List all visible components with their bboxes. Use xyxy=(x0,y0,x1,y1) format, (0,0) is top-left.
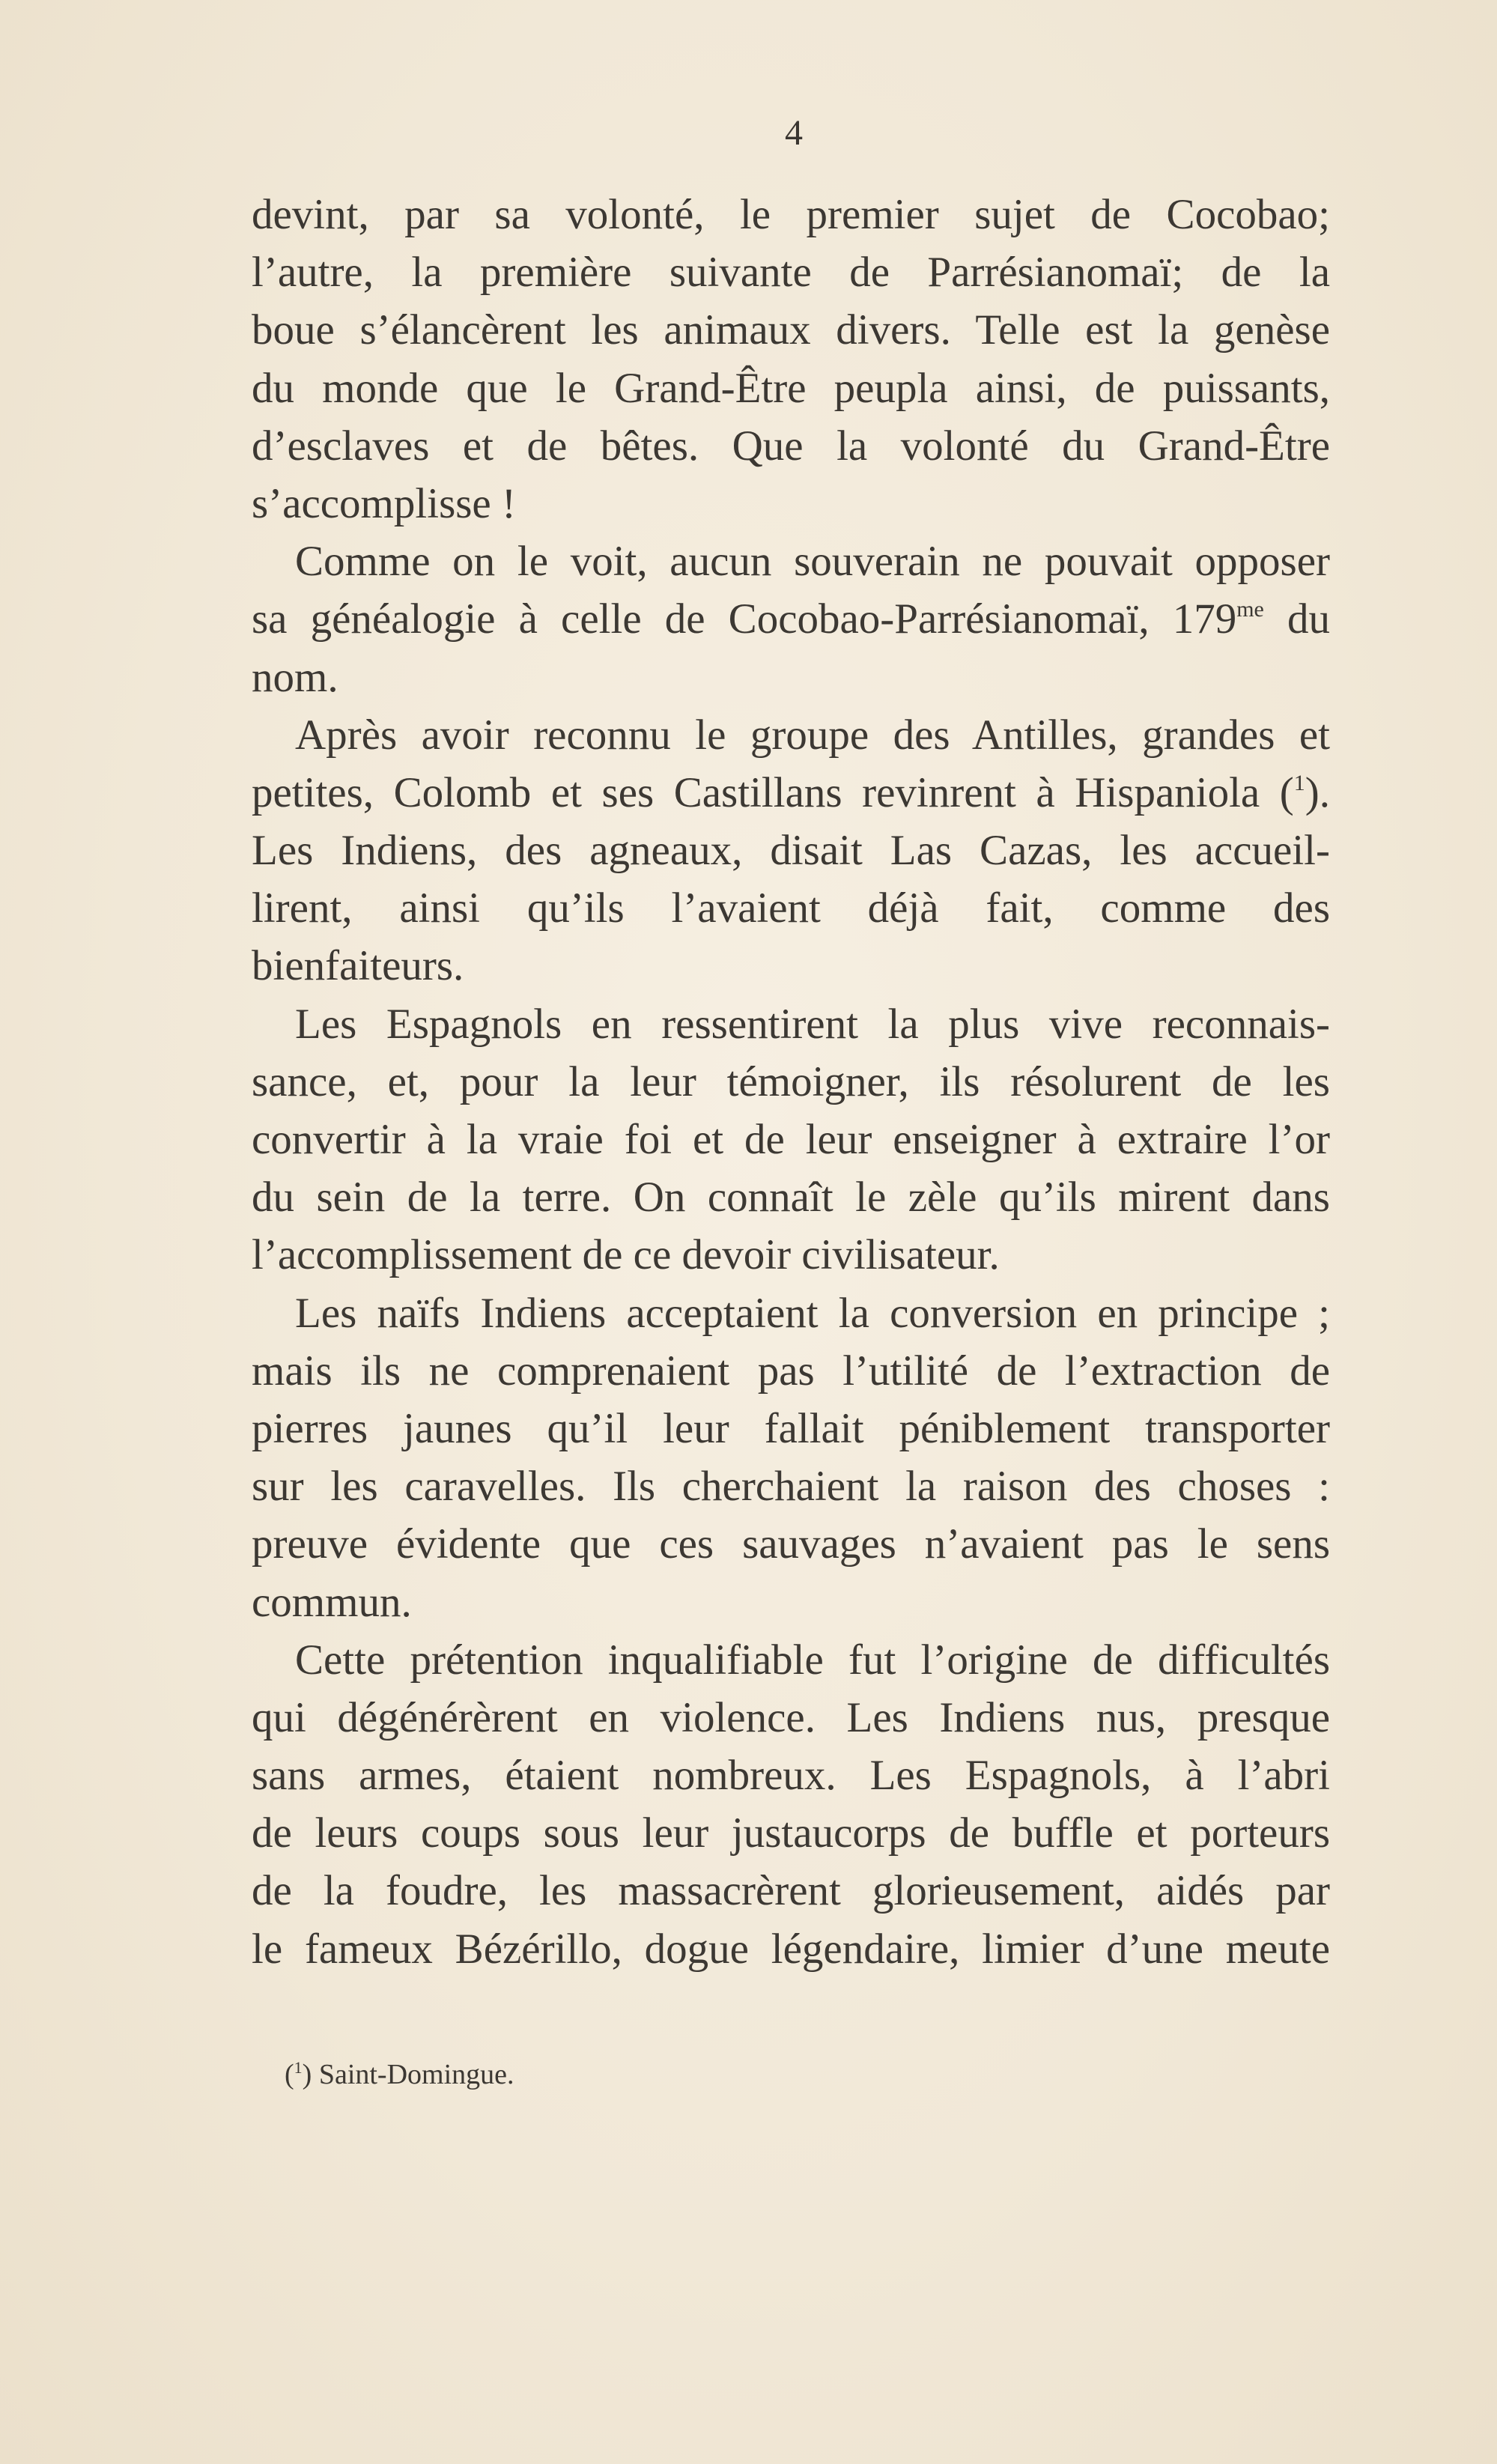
text-line: preuve évidente que ces sauvages n’avaient pas le sens xyxy=(252,1520,1330,1568)
footnote: ($^1$) Saint-Domingue. xyxy=(285,2058,514,2090)
page-number: 4 xyxy=(785,113,803,153)
text-line: Les Espagnols en ressentirent la plus vive reconnais- xyxy=(295,1000,1330,1048)
text-line xyxy=(252,764,1330,822)
ordinal-suffix: me xyxy=(1236,597,1264,622)
text-line: boue s’élancèrent les animaux divers. Telle est la genèse xyxy=(252,306,1330,354)
text-line: de leurs coups sous leur justaucorps de buffle et porteurs xyxy=(252,1809,1330,1857)
genealogy-text: sa généalogie à celle de Cocobao-Parrésianomaï, 179 xyxy=(252,595,1237,643)
text-line: qui dégénérèrent en violence. Les Indiens nus, presque xyxy=(252,1693,1330,1741)
text-line: convertir à la vraie foi et de leur enseigner à extraire l’or xyxy=(252,1116,1330,1163)
text-line: sans armes, étaient nombreux. Les Espagnols, à l’abri xyxy=(252,1752,1330,1800)
text-line: bienfaiteurs. xyxy=(252,942,464,990)
text-line: Cette prétention inqualifiable fut l’origine de difficultés xyxy=(295,1636,1330,1684)
text-line: l’accomplissement de ce devoir civilisateur. xyxy=(252,1231,1000,1279)
text-line: sance, et, pour la leur témoigner, ils résolurent de les xyxy=(252,1057,1330,1105)
note-reference: ($^1$). xyxy=(1279,768,1330,816)
text-line: devint, par sa volonté, le premier sujet de Cocobao; xyxy=(252,191,1330,238)
body-text xyxy=(252,186,1330,1978)
text-line: l’autre, la première suivante de Parrésianomaï; de la xyxy=(252,249,1330,297)
text-line: du monde que le Grand-Être peupla ainsi, de puissants, xyxy=(252,364,1330,412)
text-line: s’accomplisse ! xyxy=(252,479,516,527)
text-line: le fameux Bézérillo, dogue légendaire, limier d’une meute xyxy=(252,1925,1330,1973)
text-line: Comme on le voit, aucun souverain ne pouvait opposer xyxy=(295,538,1330,586)
text-line: d’esclaves et de bêtes. Que la volonté du Grand-Être xyxy=(252,422,1330,470)
text-line xyxy=(252,590,1330,648)
text-line: commun. xyxy=(252,1578,412,1626)
text-line: pierres jaunes qu’il leur fallait péniblement transporter xyxy=(252,1404,1330,1452)
text-line: lirent, ainsi qu’ils l’avaient déjà fait, comme des xyxy=(252,884,1330,932)
text-line: du sein de la terre. On connaît le zèle qu’ils mirent dans xyxy=(252,1174,1330,1222)
text-line: Les Indiens, des agneaux, disait Las Cazas, les accueil- xyxy=(252,827,1330,875)
text-line: nom. xyxy=(252,653,338,701)
text-line: Après avoir reconnu le groupe des Antilles, grandes et xyxy=(295,711,1330,759)
text-line: mais ils ne comprenaient pas l’utilité de l’extraction de xyxy=(252,1347,1330,1395)
footnote-text: Saint-Domingue. xyxy=(318,2059,514,2090)
text-line: de la foudre, les massacrèrent glorieusement, aidés par xyxy=(252,1867,1330,1915)
ordinal-tail: du xyxy=(1287,595,1330,643)
text-line: Les naïfs Indiens acceptaient la conversion en principe ; xyxy=(295,1289,1330,1337)
text-line: sur les caravelles. Ils cherchaient la raison des choses : xyxy=(252,1463,1330,1511)
hispaniola-text: petites, Colomb et ses Castillans revinrent à Hispaniola xyxy=(252,768,1260,816)
